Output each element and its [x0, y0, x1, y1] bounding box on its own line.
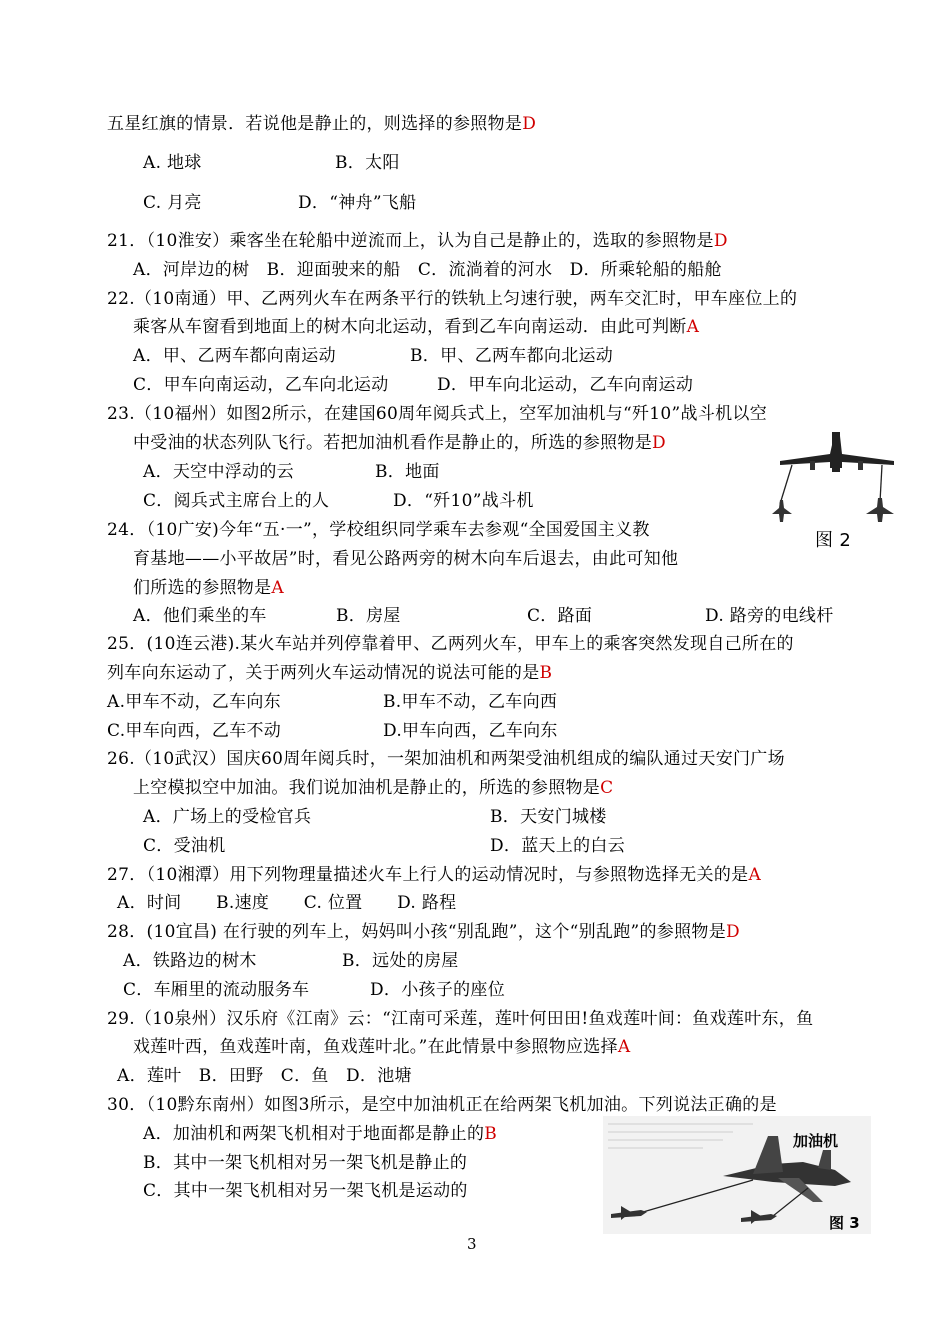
- figure-3-refueling-photo: [603, 1116, 871, 1234]
- q28-option-c: C．车厢里的流动服务车: [123, 980, 310, 1000]
- figure-3-label: 图 3: [829, 1214, 860, 1232]
- q30-answer: B: [484, 1124, 498, 1144]
- q25-option-a: A.甲车不动，乙车向东: [107, 692, 281, 712]
- q20-option-c: C. 月亮: [143, 193, 202, 213]
- q23-option-a: A．天空中浮动的云: [143, 462, 294, 482]
- q28-option-b: B．远处的房屋: [342, 951, 459, 971]
- figure-2-tanker-fighters: [772, 428, 902, 526]
- page-number: 3: [467, 1235, 477, 1253]
- q20-option-b: B．太阳: [335, 153, 400, 173]
- q24-stem-line2: 育基地——小平故居”时，看见公路两旁的树木向车后退去，由此可知他: [133, 549, 679, 569]
- q24-option-b: B．房屋: [336, 606, 401, 626]
- q23-stem-line1: 23.（10福州）如图2所示，在建国60周年阅兵式上，空军加油机与“歼10”战斗机以空: [107, 404, 768, 424]
- q25-option-c: C.甲车向西，乙车不动: [107, 721, 282, 741]
- q26-answer: C: [600, 778, 614, 798]
- q22-stem-line1: 22.（10南通）甲、乙两列火车在两条平行的铁轨上匀速行驶，两车交汇时，甲车座位上的: [107, 289, 798, 309]
- q29-stem-line2: 戏莲叶西，鱼戏莲叶南，鱼戏莲叶北。”在此情景中参照物应选择A: [133, 1037, 631, 1057]
- figure-3-tanker-label: 加油机: [793, 1132, 839, 1150]
- q22-stem-line2: 乘客从车窗看到地面上的树木向北运动，看到乙车向南运动．由此可判断A: [133, 317, 700, 337]
- q24-option-a: A．他们乘坐的车: [133, 606, 267, 626]
- q22-option-b: B．甲、乙两车都向北运动: [410, 346, 614, 366]
- q29-options: A．莲叶 B．田野 C．鱼 D．池塘: [117, 1066, 412, 1086]
- q20-option-d: D．“神舟”飞船: [298, 193, 417, 213]
- q23-answer: D: [652, 433, 666, 453]
- q22-answer: A: [686, 317, 700, 337]
- q22-option-d: D．甲车向北运动，乙车向南运动: [437, 375, 694, 395]
- q26-option-b: B．天安门城楼: [490, 807, 607, 827]
- q22-option-a: A．甲、乙两车都向南运动: [133, 346, 336, 366]
- figure-2-label: 图 2: [815, 530, 852, 551]
- q20-option-a: A. 地球: [143, 153, 202, 173]
- q24-answer: A: [271, 578, 284, 598]
- q27-answer: A: [748, 865, 762, 885]
- q25-stem-line1: 25．(10连云港).某火车站并列停靠着甲、乙两列火车，甲车上的乘客突然发现自己所在的: [107, 634, 794, 654]
- q24-stem-line1: 24．（10广安)今年“五·一”，学校组织同学乘车去参观“全国爱国主义教: [107, 520, 650, 540]
- q30-option-c: C．其中一架飞机相对另一架飞机是运动的: [143, 1181, 468, 1201]
- q21-options: A．河岸边的树 B．迎面驶来的船 C．流淌着的河水 D．所乘轮船的船舱: [133, 260, 722, 280]
- q30-option-b: B．其中一架飞机相对另一架飞机是静止的: [143, 1153, 468, 1173]
- q20-stem: 五星红旗的情景．若说他是静止的，则选择的参照物是D: [107, 114, 537, 134]
- q24-option-d: D. 路旁的电线杆: [705, 606, 834, 626]
- q26-option-a: A．广场上的受检官兵: [143, 807, 312, 827]
- q23-option-b: B．地面: [375, 462, 440, 482]
- q26-stem-line1: 26.（10武汉）国庆60周年阅兵时，一架加油机和两架受油机组成的编队通过天安门广场: [107, 749, 785, 769]
- q28-option-d: D．小孩子的座位: [370, 980, 506, 1000]
- q25-answer: B: [539, 663, 553, 683]
- q26-option-c: C．受油机: [143, 836, 226, 856]
- q21-answer: D: [713, 231, 728, 251]
- q30-stem: 30．（10黔东南州）如图3所示，是空中加油机正在给两架飞机加油。下列说法正确的是: [107, 1095, 777, 1115]
- q24-stem-line3: 们所选的参照物是A: [133, 578, 284, 598]
- q20-answer: D: [522, 114, 537, 134]
- q28-stem: 28．(10宜昌) 在行驶的列车上，妈妈叫小孩“别乱跑”，这个“别乱跑”的参照物是D: [107, 922, 740, 942]
- q25-option-d: D.甲车向西，乙车向东: [383, 721, 558, 741]
- q29-stem-line1: 29.（10泉州）汉乐府《江南》云：“江南可采莲，莲叶何田田!鱼戏莲叶间：鱼戏莲叶东，鱼: [107, 1009, 814, 1029]
- q26-option-d: D．蓝天上的白云: [490, 836, 626, 856]
- q23-stem-line2: 中受油的状态列队飞行。若把加油机看作是静止的，所选的参照物是D: [133, 433, 666, 453]
- q28-answer: D: [726, 922, 740, 942]
- q25-stem-line2: 列车向东运动了，关于两列火车运动情况的说法可能的是B: [107, 663, 553, 683]
- q30-option-a: A．加油机和两架飞机相对于地面都是静止的B: [143, 1124, 498, 1144]
- q29-answer: A: [617, 1037, 631, 1057]
- q22-option-c: C．甲车向南运动，乙车向北运动: [133, 375, 389, 395]
- q23-option-d: D．“歼10”战斗机: [393, 491, 534, 511]
- q25-option-b: B.甲车不动，乙车向西: [383, 692, 558, 712]
- q27-stem: 27．（10湘潭）用下列物理量描述火车上行人的运动情况时，与参照物选择无关的是A: [107, 865, 762, 885]
- q24-option-c: C．路面: [527, 606, 593, 626]
- q23-option-c: C．阅兵式主席台上的人: [143, 491, 330, 511]
- q28-option-a: A．铁路边的树木: [123, 951, 257, 971]
- q26-stem-line2: 上空模拟空中加油。我们说加油机是静止的，所选的参照物是C: [133, 778, 614, 798]
- q21-stem: 21．（10淮安）乘客坐在轮船中逆流而上，认为自己是静止的，选取的参照物是D: [107, 231, 728, 251]
- q27-options: A．时间 B.速度 C. 位置 D. 路程: [117, 893, 457, 913]
